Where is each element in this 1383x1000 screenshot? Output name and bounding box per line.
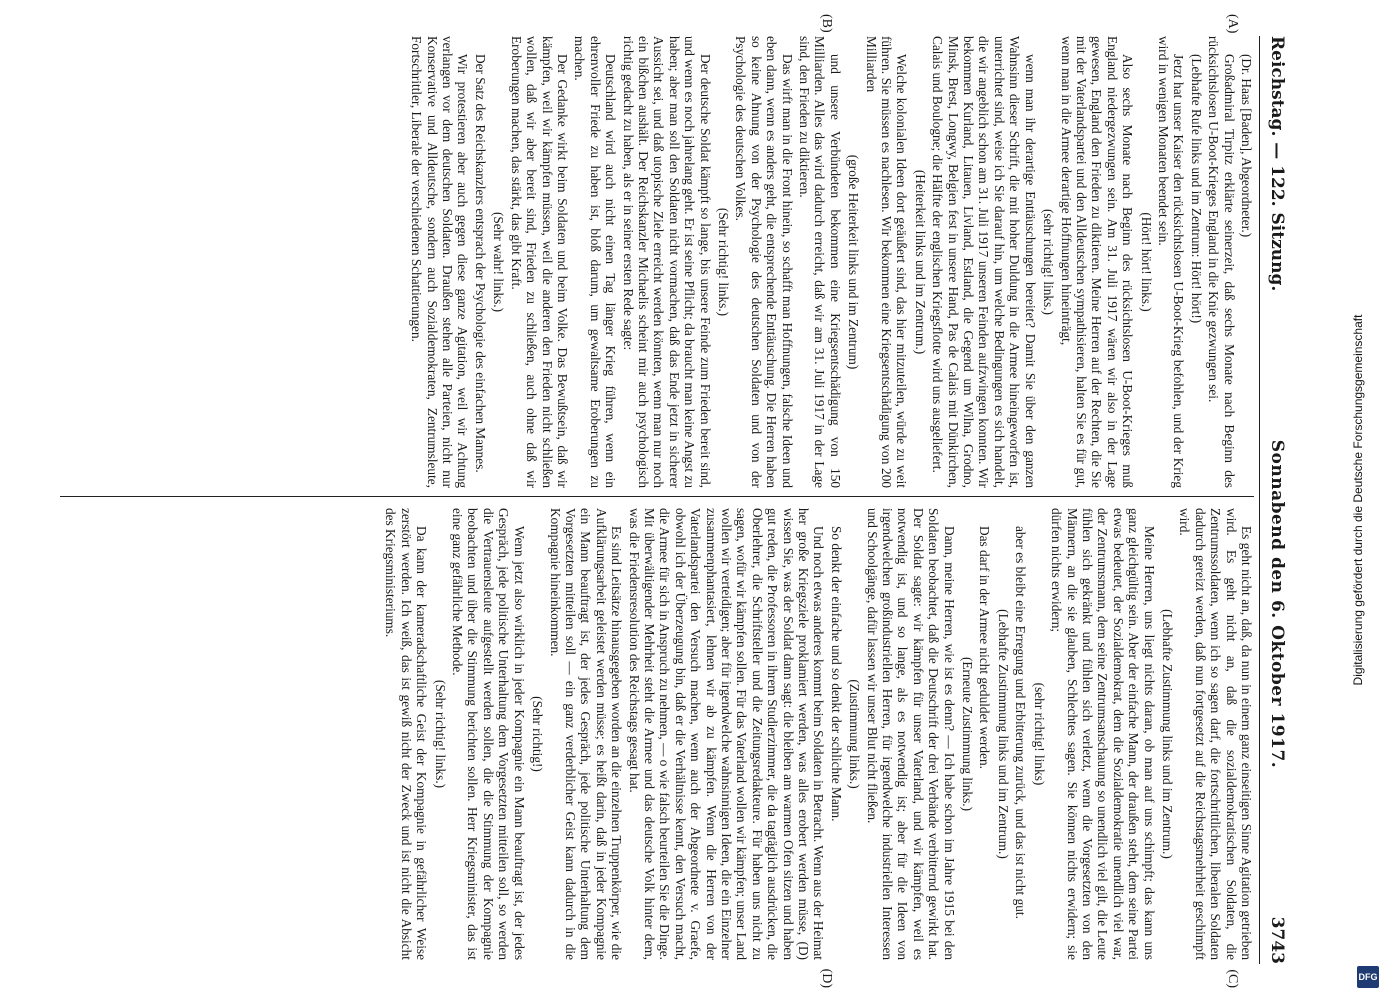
paragraph: Jetzt hat unser Kaiser den rücksichtslosen U-Boot-Krieg befohlen, und der Krieg wird in wenigen Monaten beendet sein. bbox=[1155, 36, 1187, 488]
header-left-title: Reichstag. — 122. Sitzung. bbox=[1267, 36, 1287, 292]
header-rule bbox=[1259, 36, 1260, 964]
header-date: Sonnabend den 6. Oktober 1917. bbox=[1267, 439, 1287, 769]
paragraph: (Dr. Haas [Baden], Abgeordneter.) bbox=[1239, 54, 1254, 238]
interjection: (Sehr richtig!) bbox=[530, 696, 546, 772]
interjection: (Hört! hört! links.) bbox=[1138, 212, 1154, 312]
right-text-column bbox=[40, 508, 1254, 960]
paragraph: Welche kolonialen Ideen dort geäußert sind, das hier mitzuteilen, würde zu weit führen. Sie müssen es nachlesen. Wir bekommen eine Kriegsentschädigung von 200 Milliarden bbox=[863, 36, 910, 488]
interjection: (Heiterkeit links und im Zentrum.) bbox=[912, 169, 928, 355]
interjection: (Lebhafte Zustimmung links und im Zentrum.) bbox=[995, 609, 1011, 859]
margin-marker-c: (C) bbox=[1225, 969, 1240, 988]
margin-marker-b: (B) bbox=[819, 14, 834, 33]
paragraph: Der Satz des Reichskanzlers entsprach der Psychologie des einfachen Mannes. bbox=[472, 54, 488, 473]
paragraph: Meine Herren, uns liegt nichts daran, ob man auf uns schimpft; das kann uns ganz gleichgültig sein. Aber der einfache Mann, der draußen steht, dem seine Partei etwas bedeutet, der Sozialdemokrat, dem die Sozialdemokratie unendlich viel war, der Zentrumsmann, dem seine Zentrumsanschauung so unendlich viel gilt, die Leute fühlen sich gekränkt und fühlen sich verletzt, wenn die Vorgesetzten von den Männern, an die sie glauben, Schlechtes sagen. Sie können nichts erwidern; sie dürfen nichts erwidern; bbox=[1049, 508, 1157, 960]
interjection: (Sehr wahr! links.) bbox=[491, 211, 507, 313]
paragraph: Der deutsche Soldat kämpft so lange, bis unsere Feinde zum Frieden bereit sind, und wenn es noch jahrelang geht. Er ist seine Pflicht; da braucht man keine Angst zu haben; aber man soll den Soldaten nicht vormachen, daß das Ende jetzt in sicherer Aussicht sei, und daß utopische Ziele erreicht werden könnten, wenn man nur noch ein bißchen aushält. Der Reichskanzler Michaelis scheint mir auch psychologisch richtig gedacht zu haben, als er in seiner ersten Rede sagte: bbox=[620, 36, 713, 488]
left-text-column bbox=[40, 36, 1254, 488]
paragraph: Es geht nicht an, daß, da nun in einem ganz einseitigen Sinne Agitation getrieben wird. Es geht nicht an, daß die sozialdemokratischen Soldaten, die Zentrumssoldaten, wenn ich so sagen darf, die fortschrittlichen, liberalen Soldaten dadurch gereizt werden, daß nun fortgesetzt auf die Reichstagsmehrheit geschimpft wird. bbox=[1177, 508, 1254, 960]
paragraph: Da kann der kameradschaftliche Geist der Kompagnie in gefährlicher Weise zerstört werden. Ich weiß, das ist gewiß nicht der Zweck und ist nicht die Absicht des Kriegsministeriums. bbox=[383, 508, 430, 960]
margin-marker-a: (A) bbox=[1225, 14, 1240, 34]
interjection: (Erneute Zustimmung links.) bbox=[960, 657, 976, 811]
paragraph: (Lebhafte Rufe links und im Zentrum: Hört! hört!) bbox=[1188, 54, 1204, 324]
paragraph: wenn man ihr derartige Enttäuschungen bereitet? Damit Sie über den ganzen Wahnsinn dieser Schrift, die mit hoher Duldung in die Armee hineingeworfen ist, unterrichtet sind, weise ich Sie darauf hin, um welche Bedingungen es sich handelt, die wir angeblich schon am 31. Juli 1917 unseren Feinden aufzwingen konnten. Wir bekommen Kurland, Litauen, Livland, Estland, die Gegend um Wilna, Grodno, Minsk, Brest, Longwy, Belgien fest in unsere Hand, Pas de Calais mit Dünkirchen, Calais und Boulogne; die Hälfte der englischen Kriegsflotte wird uns ausgeliefert. bbox=[930, 36, 1038, 488]
interjection: (Sehr richtig! links.) bbox=[432, 679, 448, 789]
interjection: (Lebhafte Zustimmung links und im Zentrum.) bbox=[1159, 609, 1175, 859]
paragraph: Der Gedanke wirkt beim Soldaten und beim Volke. Das Bewußtsein, daß wir kämpfen, weil wir kämpfen müssen, weil die anderen den Frieden nicht schließen wollen, daß wir aber bereit sind, Frieden zu schließen, auch ohne daß wir Eroberungen machen, das stärkt, das gibt Kraft. bbox=[508, 36, 570, 488]
interjection: (Zustimmung links.) bbox=[847, 679, 863, 789]
paragraph: aber es bleibt eine Erregung und Erbitterung zurück, und das ist nicht gut. bbox=[1013, 526, 1029, 919]
paragraph: Das wirft man in die Front hinein, so schafft man Hoffnungen, falsche Ideen und eben dann, wenn es anders geht, die entsprechende Enttäuschung. Die Herren haben so keine Ahnung von der Psychologie des deutschen Soldaten und von der Psychologie des deutschen Volkes. bbox=[733, 36, 795, 488]
paragraph: Wenn jetzt also wirklich in jeder Kompagnie ein Mann beauftragt ist, der jedes Gespräch, jede politische Unterhaltung dem Vorgesetzten mitteilen soll, so werden die Vertrauensleute aufgestellt werden sollen, die die Stimmung der Kompagnie beobachten und über die Stimmung berichten sollen. Herr Kriegsminister, das ist eine ganz gefährliche Methode. bbox=[450, 508, 527, 960]
paragraph: Dann, meine Herren, wie ist es denn? — Ich habe schon im Jahre 1915 bei den Soldaten beobachtet, daß die Deutschrift der drei Verbände verbitternd gewirkt hat. Der Soldat sagte: wir kämpfen für unser Vaterland, und wir kämpfen, weil es notwendig ist, und so lange, als es notwendig ist; aber für die Ideen von irgendwelchen großindustriellen Herren, für irgendwelche industriellen Interessen und Schoolgänge, dafür lassen wir unser Blut nicht fließen. bbox=[864, 508, 957, 960]
page-header bbox=[1262, 36, 1292, 964]
page-number: 3743 bbox=[1267, 916, 1287, 964]
margin-marker-d: (D) bbox=[819, 968, 834, 988]
dfg-logo: DFG bbox=[1357, 966, 1379, 988]
paragraph: Es sind Leitsätze hinausgegeben worden an die einzelnen Truppenkörper, wie die Aufklärungsarbeit geleistet werden müsse; es heißt darin, daß in jeder Kompagnie ein Mann beauftragt ist, der jedes Gespräch, jede politische Unterhaltung dem Vorgesetzten mitteilen soll — ein ganz verderblicher Geist kann dadurch in die Kompagnie hineinkommen. bbox=[547, 508, 625, 960]
paragraph: Also sechs Monate nach Beginn des rücksichtslosen U-Boot-Krieges muß England niedergezwungen sein. Am 31. Juli 1917 wären wir also in der Lage gewesen, England den Frieden zu diktieren. Meine Herren auf der Rechten, die Sie mit der Vaterlandspartei und den Alldeutschen sympathisieren, halten Sie es für gut, wenn man in die Armee derartige Hoffnungen hineinträgt, bbox=[1058, 36, 1136, 488]
interjection: (sehr richtig! links) bbox=[1031, 682, 1047, 786]
digitization-credit-strip bbox=[1336, 0, 1380, 1000]
digitization-credit: Digitalisierung gefördert durch die Deutsche Forschungsgemeinschaft bbox=[1351, 314, 1365, 686]
interjection: (Sehr richtig! links.) bbox=[716, 207, 731, 317]
paragraph: So denkt der einfache und so denkt der schlichte Mann. bbox=[828, 526, 844, 822]
interjection: (sehr richtig! links.) bbox=[1041, 209, 1057, 315]
paragraph: Deutschland wird auch nicht einen Tag länger Krieg führen, wenn ein ehrenvoller Friede zu haben ist, bloß darum, um gewaltsame Eroberungen zu machen. bbox=[572, 36, 619, 488]
paragraph: und unsere Verbündeten bekommen eine Kriegsentschädigung von 150 Milliarden. Alles das wird dadurch erreicht, daß wir am 31. Juli 1917 in der Lage sind, den Frieden zu diktieren. bbox=[797, 36, 843, 488]
paragraph: Wir protestieren aber auch gegen diese ganze Agitation, weil wir Achtung verlangen vor dem deutschen Soldaten. Draußen stehen alle Parteien, nicht nur Konservative und Alldeutsche, sondern auch Sozialdemokraten, Zentrumsleute, Fortschrittler, Liberale der verschiedenen Schattierungen. bbox=[409, 36, 471, 488]
column-divider bbox=[60, 496, 1254, 497]
interjection: (große Heiterkeit links und im Zentrum) bbox=[846, 154, 862, 370]
paragraph: Das darf in der Armee nicht geduldet werden. bbox=[977, 526, 993, 769]
paragraph: Großadmiral Tirpitz erklärte seinerzeit, daß sechs Monate nach Beginn des rücksichtslosen U-Boot-Krieges England in die Knie gezwungen sei. bbox=[1206, 36, 1237, 488]
paragraph: Und noch etwas anderes kommt beim Soldaten in Betracht. Wenn aus der Heimat her große Kriegsziele proklamiert werden, was alles erobert werden müsse, (D) wissen Sie, was der Soldat dann sagt: die bleiben am warmen Ofen sitzen und haben gut reden, die Professoren in ihrem Studierzimmer, die da tagtäglich ausdrücken, die Oberlehrer, die Schriftsteller und die Zeitungsredakteure. Für haben uns nicht zu sagen, wofür wir kämpfen sollen. Für das Vaterland wollen wir kämpfen; unser Land wollen wir verteidigen; aber für irgendwelche wahnsinnigen Ideen, die ein Einzelner zusammenphantasiert, lehnen wir ab zu kämpfen. Wenn die Herren von der Vaterlandspartei den Versuch machen, wenn auch der Abgeordnete v. Graefe, obwohl ich der Überzeugung bin, daß er die Verhältnisse kennt, den Versuch macht, die Armee für sich in Anspruch zu nehmen, — o wie falsch beurteilen Sie die Dinge. Mit überwältigender Mehrheit steht die Armee und das deutsche Volk hinter dem, was die Friedensresolution des Reichstags gesagt hat. bbox=[626, 508, 827, 960]
